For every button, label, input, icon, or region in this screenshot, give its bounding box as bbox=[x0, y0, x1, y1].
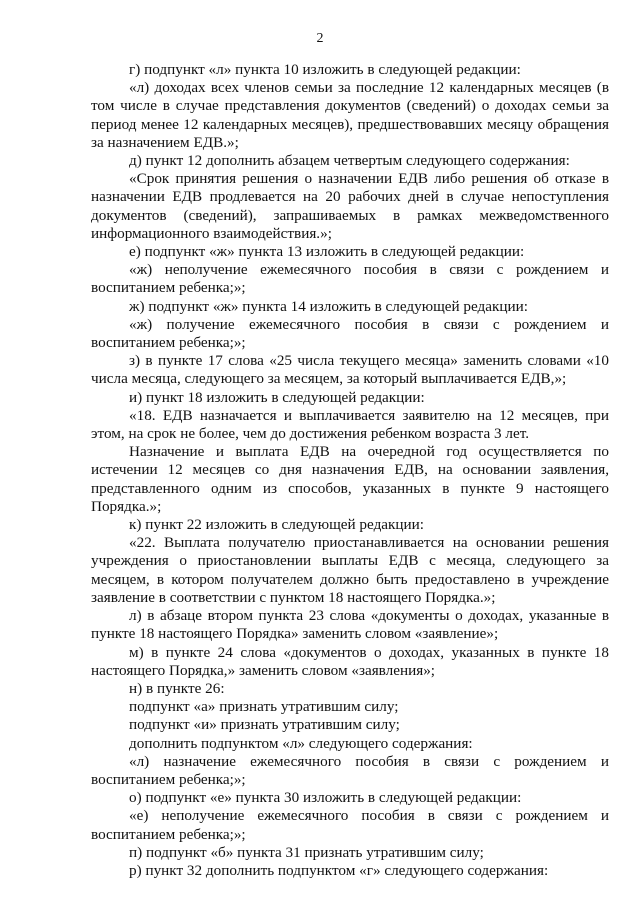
paragraph: Назначение и выплата ЕДВ на очередной год осуществляется по истечении 12 месяцев со дня назначения ЕДВ, на основании заявления, представленного одним из способов, указанных в пункте 9 настоящего Порядка.»; bbox=[91, 443, 609, 515]
paragraph: «Срок принятия решения о назначении ЕДВ либо решения об отказе в назначении ЕДВ продлевается на 20 рабочих дней в случае непоступления документов (сведений), запрашиваемых в рамках межведомственного информационного взаимодействия.»; bbox=[91, 170, 609, 242]
paragraph: р) пункт 32 дополнить подпунктом «г» следующего содержания: bbox=[129, 861, 549, 879]
paragraph: «ж) неполучение ежемесячного пособия в связи с рождением и воспитанием ребенка;»; bbox=[91, 261, 609, 297]
paragraph: л) в абзаце втором пункта 23 слова «документы о доходах, указанные в пункте 18 настоящего Порядка» заменить словом «заявление»; bbox=[91, 607, 609, 643]
paragraph: ж) подпункт «ж» пункта 14 изложить в следующей редакции: bbox=[129, 297, 529, 315]
paragraph: и) пункт 18 изложить в следующей редакции: bbox=[129, 388, 425, 406]
paragraph: «е) неполучение ежемесячного пособия в связи с рождением и воспитанием ребенка;»; bbox=[91, 807, 609, 843]
paragraph: д) пункт 12 дополнить абзацем четвертым следующего содержания: bbox=[129, 152, 570, 170]
paragraph: дополнить подпунктом «л» следующего содержания: bbox=[129, 734, 473, 752]
paragraph: е) подпункт «ж» пункта 13 изложить в следующей редакции: bbox=[129, 243, 525, 261]
paragraph: «ж) получение ежемесячного пособия в связи с рождением и воспитанием ребенка;»; bbox=[91, 315, 609, 352]
paragraph: подпункт «а» признать утратившим силу; bbox=[129, 698, 399, 716]
page-number: 2 bbox=[316, 31, 324, 46]
paragraph: з) в пункте 17 слова «25 числа текущего месяца» заменить словами «10 числа месяца, следующего за месяцем, за который выплачивается ЕДВ,»; bbox=[91, 352, 609, 388]
paragraph: к) пункт 22 изложить в следующей редакции: bbox=[129, 516, 425, 534]
paragraph: «22. Выплата получателю приостанавливается на основании решения учреждения о приостановлении выплаты ЕДВ с месяца, следующего за месяцем, в котором получателем должно быть предоставлено в учреждение заявление в соответствии с пунктом 18 настоящего Порядка.»; bbox=[91, 534, 609, 606]
document-body bbox=[91, 61, 609, 880]
paragraph: «18. ЕДВ назначается и выплачивается заявителю на 12 месяцев, при этом, на срок не более, чем до достижения ребенком возраста 3 лет. bbox=[91, 406, 609, 443]
paragraph: м) в пункте 24 слова «документов о доходах, указанных в пункте 18 настоящего Порядка,» заменить словом «заявления»; bbox=[91, 643, 609, 679]
paragraph: «л) назначение ежемесячного пособия в связи с рождением и воспитанием ребенка;»; bbox=[91, 752, 609, 788]
paragraph: п) подпункт «б» пункта 31 признать утратившим силу; bbox=[129, 843, 484, 861]
paragraph: о) подпункт «е» пункта 30 изложить в следующей редакции: bbox=[129, 789, 522, 807]
paragraph: г) подпункт «л» пункта 10 изложить в следующей редакции: bbox=[129, 61, 521, 78]
paragraph: «л) доходах всех членов семьи за последние 12 календарных месяцев (в том числе в случае представления документов (сведений) о доходах семьи за период менее 12 календарных месяцев), предшествовавших месяцу обращения за назначением ЕДВ.»; bbox=[91, 79, 609, 151]
paragraph: подпункт «и» признать утратившим силу; bbox=[129, 716, 400, 734]
paragraph: н) в пункте 26: bbox=[129, 679, 225, 697]
